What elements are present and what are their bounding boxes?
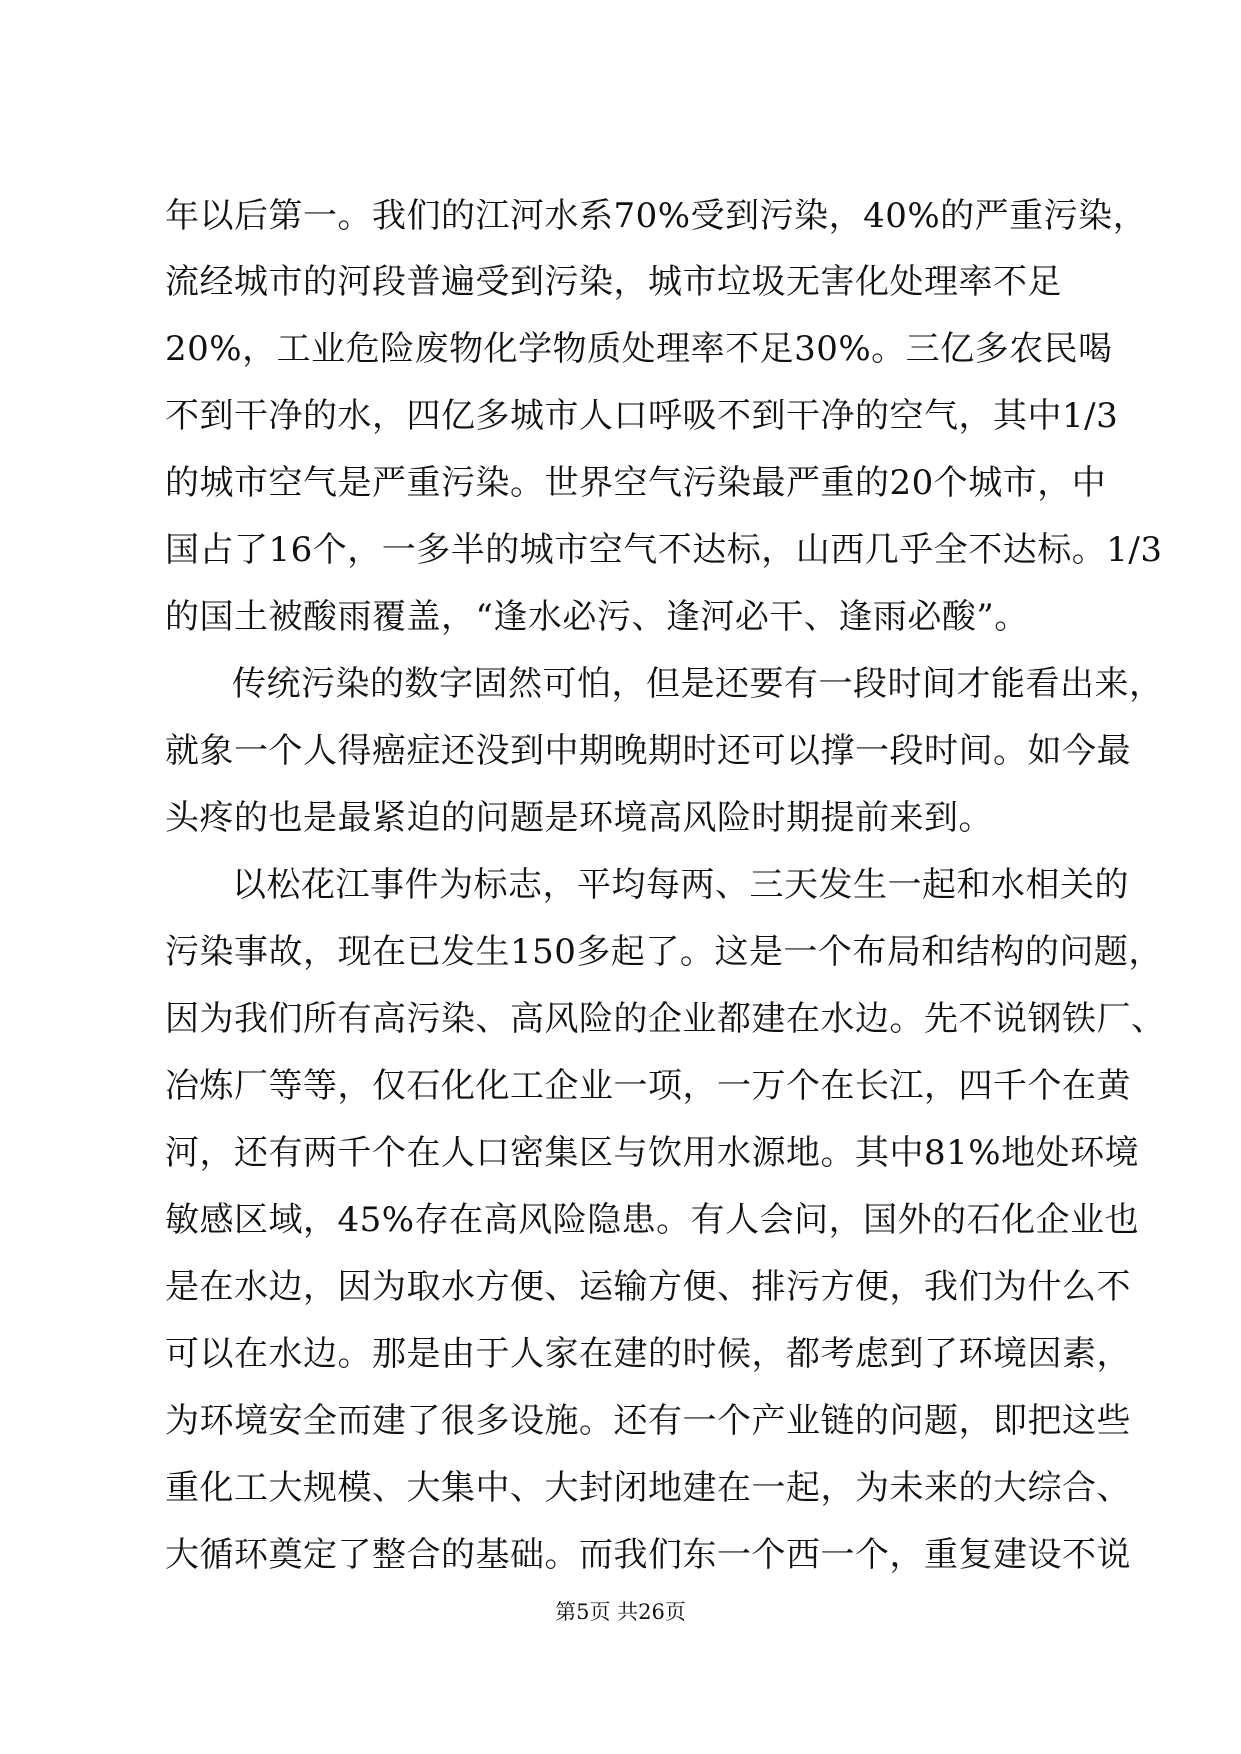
text-line: 可以在水边。那是由于人家在建的时候，都考虑到了环境因素，	[165, 1334, 1131, 1374]
text-line: 污染事故，现在已发生150多起了。这是一个布局和结构的问题，	[165, 932, 1163, 972]
text-line: 的城市空气是严重污染。世界空气污染最严重的20个城市，中	[165, 463, 1107, 503]
text-line: 敏感区域，45%存在高风险隐患。有人会问，国外的石化企业也	[165, 1200, 1140, 1240]
text-line: 重化工大规模、大集中、大封闭地建在一起，为未来的大综合、	[165, 1468, 1131, 1508]
text-line: 因为我们所有高污染、高风险的企业都建在水边。先不说钢铁厂、	[165, 999, 1166, 1039]
text-line: 20%，工业危险废物化学物质处理率不足30%。三亿多农民喝	[165, 329, 1113, 369]
text-line: 大循环奠定了整合的基础。而我们东一个西一个，重复建设不说	[165, 1535, 1131, 1575]
text-line: 为环境安全而建了很多设施。还有一个产业链的问题，即把这些	[165, 1401, 1131, 1441]
text-line: 流经城市的河段普遍受到污染，城市垃圾无害化处理率不足	[165, 262, 1062, 302]
text-line: 年以后第一。我们的江河水系70%受到污染，40%的严重污染，	[165, 196, 1148, 236]
text-line: 不到干净的水，四亿多城市人口呼吸不到干净的空气，其中1/3	[165, 396, 1119, 436]
text-line: 是在水边，因为取水方便、运输方便、排污方便，我们为什么不	[165, 1267, 1131, 1307]
text-line: 的国土被酸雨覆盖，“逢水必污、逢河必干、逢雨必酸”。	[165, 597, 1029, 637]
text-line: 国占了16个，一多半的城市空气不达标，山西几乎全不达标。1/3	[165, 530, 1163, 570]
text-line: 就象一个人得癌症还没到中期晚期时还可以撑一段时间。如今最	[165, 731, 1131, 771]
paragraph-start-line: 以松花江事件为标志，平均每两、三天发生一起和水相关的	[232, 865, 1129, 905]
text-line: 河，还有两千个在人口密集区与饮用水源地。其中81%地处环境	[165, 1133, 1140, 1173]
text-line: 头疼的也是最紧迫的问题是环境高风险时期提前来到。	[165, 798, 993, 838]
page-footer: 第5页 共26页	[555, 1600, 686, 1624]
text-line: 冶炼厂等等，仅石化化工企业一项，一万个在长江，四千个在黄	[165, 1066, 1131, 1106]
paragraph-start-line: 传统污染的数字固然可怕，但是还要有一段时间才能看出来，	[232, 664, 1164, 704]
